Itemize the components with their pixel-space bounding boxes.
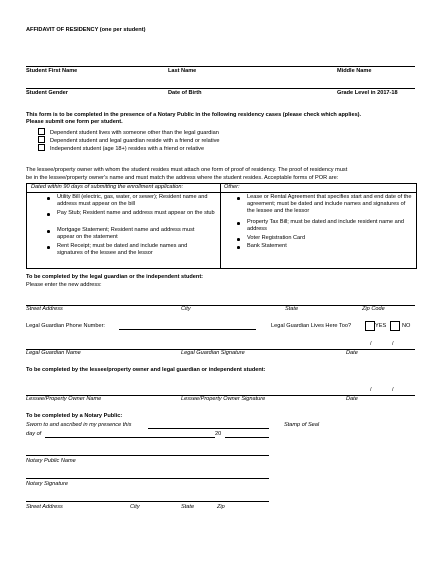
notary-address-line[interactable] [26,501,269,502]
state-label: State [285,306,299,312]
notary-signature-label: Notary Signature [26,481,68,487]
notary-section-heading: To be completed by a Notary Public: [26,413,123,419]
por-right-item-1: Lease or Rental Agreement that specifies start and end date of the agreement; must be dated and include names and signatures of the lessee and the lessor [247,194,412,214]
no-label: NO [402,323,411,329]
instructions-line-2: Please submit one form per student. [26,119,123,125]
lessee-date-label: Date [346,396,358,402]
no-checkbox[interactable] [390,321,400,331]
yes-label: YES [375,323,387,329]
student-first-name-label: Student First Name [26,68,78,74]
guardian-name-label: Legal Guardian Name [26,350,81,356]
guardian-phone-label: Legal Guardian Phone Number: [26,323,105,329]
notary-zip-label: Zip [217,504,225,510]
por-right-item-4: Bank Statement [247,243,287,249]
bullet-icon [237,238,240,241]
date-slash: / [392,341,394,347]
por-left-item-4: Rent Receipt; must be dated and include names and signatures of the lessee and the lessor [57,243,188,256]
month-input[interactable] [45,437,215,438]
notary-name-label: Notary Public Name [26,458,76,464]
notary-name-line[interactable] [26,455,269,456]
year-prefix: 20 [215,431,222,437]
case-option-label: Dependent student lives with someone other than the legal guardian [50,130,219,136]
case-option-label: Independent student (age 18+) resides with a friend or relative [50,146,205,152]
case-option-label: Dependent student and legal guardian reside with a friend or relative [50,138,220,144]
por-left-item-2: Pay Stub; Resident name and address must appear on the stub [57,210,215,216]
street-address-label: Street Address [26,306,63,312]
lives-here-label: Legal Guardian Lives Here Too? [271,323,352,329]
stamp-of-seal-label: Stamp of Seal [284,422,320,428]
date-slash: / [392,387,394,393]
bullet-icon [237,222,240,225]
student-last-name-label: Last Name [168,68,197,74]
new-address-prompt: Please enter the new address: [26,282,102,288]
proof-text-line-2: be in the lessee/property owner's name and must match the address where the student resides. Acceptable forms of POR are: [26,175,339,181]
guardian-date-label: Date [346,350,358,356]
checkbox[interactable] [38,136,45,143]
guardian-phone-input[interactable] [119,329,256,330]
bullet-icon [47,197,50,200]
guardian-signature-label: Legal Guardian Signature [181,350,245,356]
table-divider [220,184,221,268]
bullet-icon [47,246,50,249]
proof-text-line-1: The lessee/property owner with whom the student resides must attach one form of proof of residency. The proof of residency must [26,167,348,173]
por-right-item-2: Property Tax Bill; must be dated and include resident name and address [247,219,404,232]
notary-city-label: City [130,504,140,510]
case-option-3[interactable] [38,144,204,153]
student-info-line[interactable] [26,88,415,89]
student-gender-label: Student Gender [26,90,68,96]
sworn-text: Sworn to and ascribed in my presence this [26,422,132,428]
lessee-section-heading: To be completed by the lessee/property owner and legal guardian or independent student: [26,367,266,373]
proof-of-residency-table [26,183,417,269]
guardian-section-heading: To be completed by the legal guardian or the independent student: [26,274,204,280]
student-middle-name-label: Middle Name [337,68,372,74]
grade-level-label: Grade Level in 2017-18 [337,90,398,96]
year-input[interactable] [225,437,269,438]
por-left-item-1: Utility Bill (electric, gas, water, or sewer); Resident name and address must appear on the bill [57,194,208,207]
bullet-icon [47,213,50,216]
notary-signature-line[interactable] [26,478,269,479]
notary-state-label: State [181,504,195,510]
sworn-day-input[interactable] [148,428,269,429]
notary-street-label: Street Address [26,504,63,510]
por-right-item-3: Voter Registration Card [247,235,306,241]
date-of-birth-label: Date of Birth [168,90,202,96]
right-column-header: Other: [224,184,240,190]
student-name-line[interactable] [26,66,415,67]
yes-checkbox[interactable] [365,321,375,331]
address-line[interactable] [26,305,415,306]
checkbox[interactable] [38,144,45,151]
bullet-icon [237,246,240,249]
form-title: AFFIDAVIT OF RESIDENCY (one per student) [26,27,146,33]
day-of-label: day of [26,431,42,437]
lessee-name-label: Lessee/Property Owner Name [26,396,102,402]
bullet-icon [237,197,240,200]
por-left-item-3: Mortgage Statement; Resident name and address must appear on the statement [57,227,195,240]
date-slash: / [370,341,372,347]
bullet-icon [47,230,50,233]
left-column-header: Dated within 90 days of submitting the enrollment application: [31,184,184,190]
zip-code-label: Zip Code [362,306,385,312]
city-label: City [181,306,191,312]
instructions-line-1: This form is to be completed in the presence of a Notary Public in the following residency cases (please check which applies). [26,112,362,118]
date-slash: / [370,387,372,393]
checkbox[interactable] [38,128,45,135]
lessee-signature-label: Lessee/Property Owner Signature [181,396,266,402]
